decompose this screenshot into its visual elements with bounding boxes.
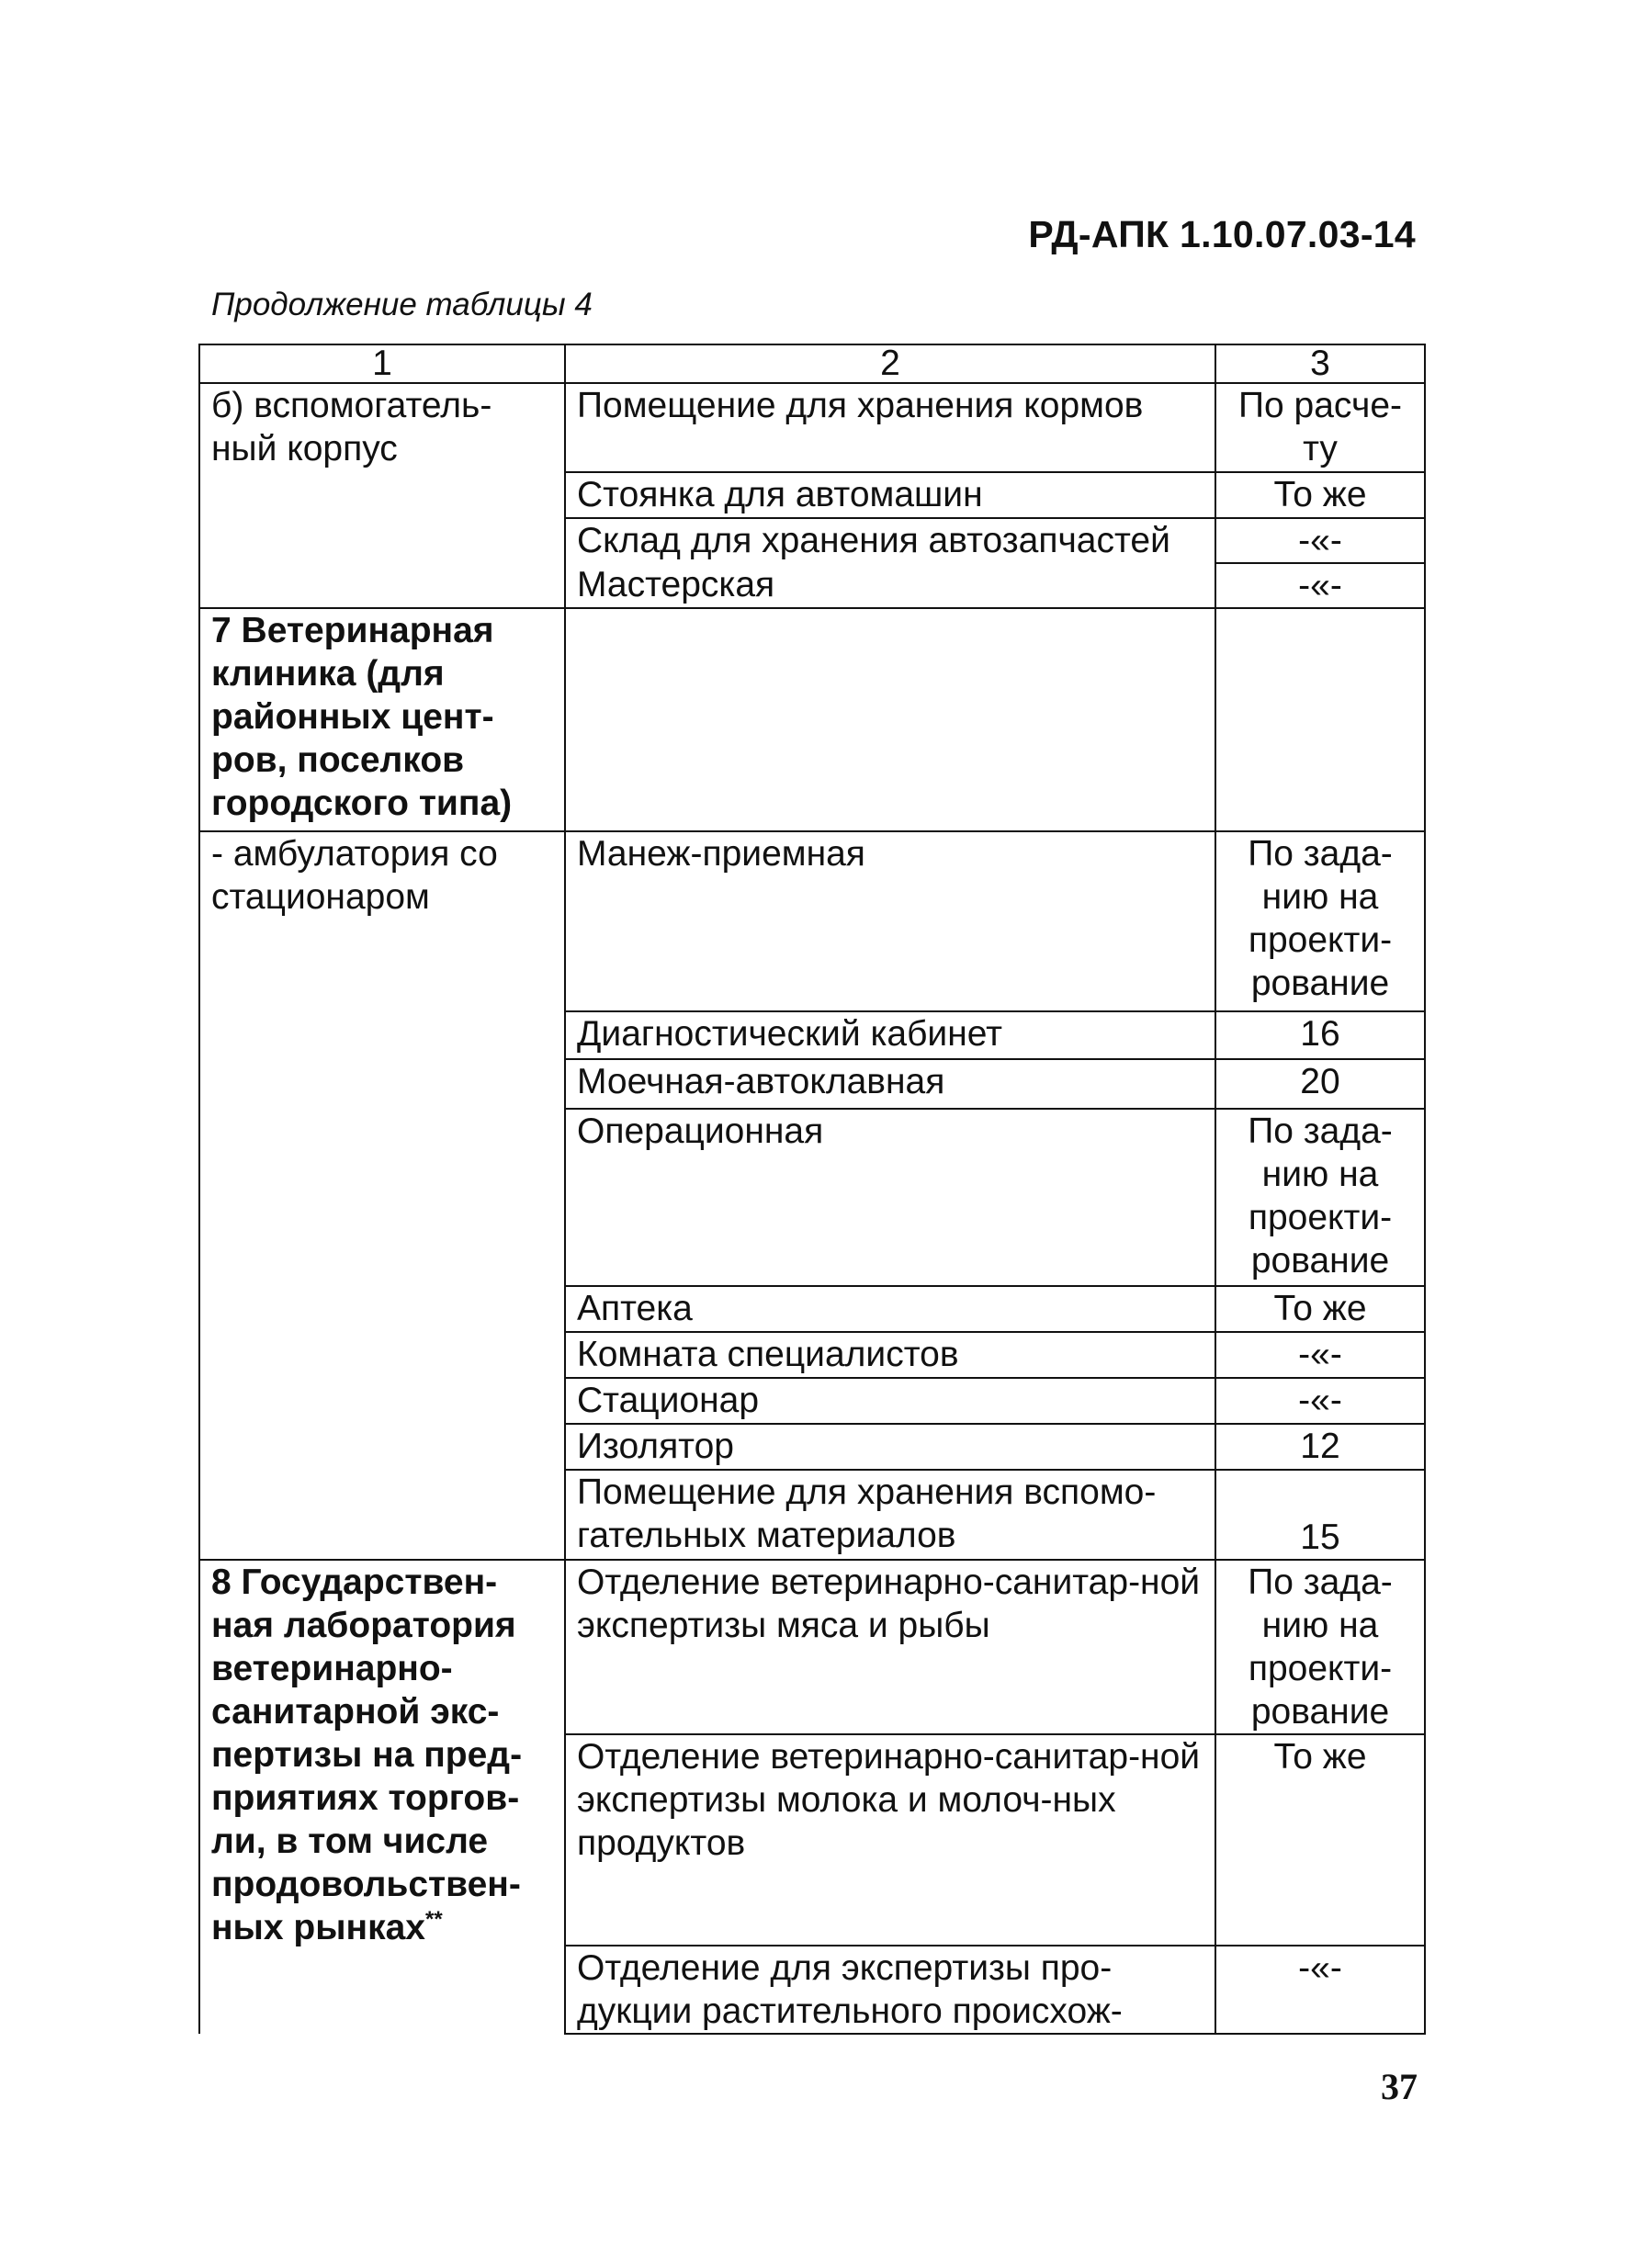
section-title-vet-clinic: 7 Ветеринарная клиника (для районных цент-ров, поселков городского типа) <box>199 608 565 831</box>
room-name: Стационар <box>565 1378 1215 1424</box>
room-name: Мастерская <box>565 563 1215 608</box>
room-name: Манеж-приемная <box>565 831 1215 1011</box>
room-value: То же <box>1215 472 1425 518</box>
column-header-2: 2 <box>565 344 1215 383</box>
room-name: Помещение для хранения кормов <box>565 383 1215 472</box>
section-title-state-lab <box>199 1560 565 2034</box>
room-value: -«- <box>1215 1378 1425 1424</box>
room-value: По зада-нию на проекти-рование <box>1215 1109 1425 1286</box>
section-label-ambulatory: - амбулатория со стационаром <box>199 831 565 1560</box>
room-name: Операционная <box>565 1109 1215 1286</box>
page-number: 37 <box>1381 2066 1418 2107</box>
room-name: Отделение ветеринарно-санитар-ной экспертизы молока и молоч-ных продуктов <box>565 1734 1215 1946</box>
requirements-table <box>198 344 1426 2035</box>
room-name: Моечная-автоклавная <box>565 1059 1215 1109</box>
room-name: Отделение ветеринарно-санитар-ной экспертизы мяса и рыбы <box>565 1560 1215 1734</box>
room-name: Диагностический кабинет <box>565 1011 1215 1059</box>
room-name: Стоянка для автомашин <box>565 472 1215 518</box>
table-row <box>199 608 1425 831</box>
room-value: То же <box>1215 1734 1425 1946</box>
room-value: -«- <box>1215 518 1425 563</box>
column-number-row <box>199 344 1425 383</box>
section-title-text: 8 Государствен-ная лаборатория ветеринарно-санитарной экс-пертизы на пред-приятиях торгов-ли, в том числе продовольствен-ных рынках <box>211 1563 523 1947</box>
table-caption: Продолжение таблицы 4 <box>211 287 593 322</box>
room-name: Аптека <box>565 1286 1215 1332</box>
table-row <box>199 1560 1425 1734</box>
table-row <box>199 383 1425 472</box>
section-label-aux-building: б) вспомогатель-ный корпус <box>199 383 565 608</box>
room-value: То же <box>1215 1286 1425 1332</box>
empty-cell <box>565 608 1215 831</box>
room-name: Помещение для хранения вспомо-гательных материалов <box>565 1470 1215 1560</box>
empty-cell <box>1215 608 1425 831</box>
table-row <box>199 831 1425 1011</box>
room-value: По зада-нию на проекти-рование <box>1215 831 1425 1011</box>
room-value: 20 <box>1215 1059 1425 1109</box>
room-value: 15 <box>1215 1470 1425 1560</box>
room-value: 12 <box>1215 1424 1425 1470</box>
room-value: -«- <box>1215 1332 1425 1378</box>
room-value: -«- <box>1215 563 1425 608</box>
room-name: Отделение для экспертизы про-дукции растительного происхож- <box>565 1946 1215 2034</box>
column-header-1: 1 <box>199 344 565 383</box>
room-name: Комната специалистов <box>565 1332 1215 1378</box>
footnote-mark: ** <box>424 1907 443 1932</box>
room-name: Изолятор <box>565 1424 1215 1470</box>
document-code: РД-АПК 1.10.07.03-14 <box>1028 213 1416 255</box>
room-value: -«- <box>1215 1946 1425 2034</box>
room-value: По зада-нию на проекти-рование <box>1215 1560 1425 1734</box>
room-name: Склад для хранения автозапчастей <box>565 518 1215 563</box>
room-value: По расче-ту <box>1215 383 1425 472</box>
room-value: 16 <box>1215 1011 1425 1059</box>
column-header-3: 3 <box>1215 344 1425 383</box>
